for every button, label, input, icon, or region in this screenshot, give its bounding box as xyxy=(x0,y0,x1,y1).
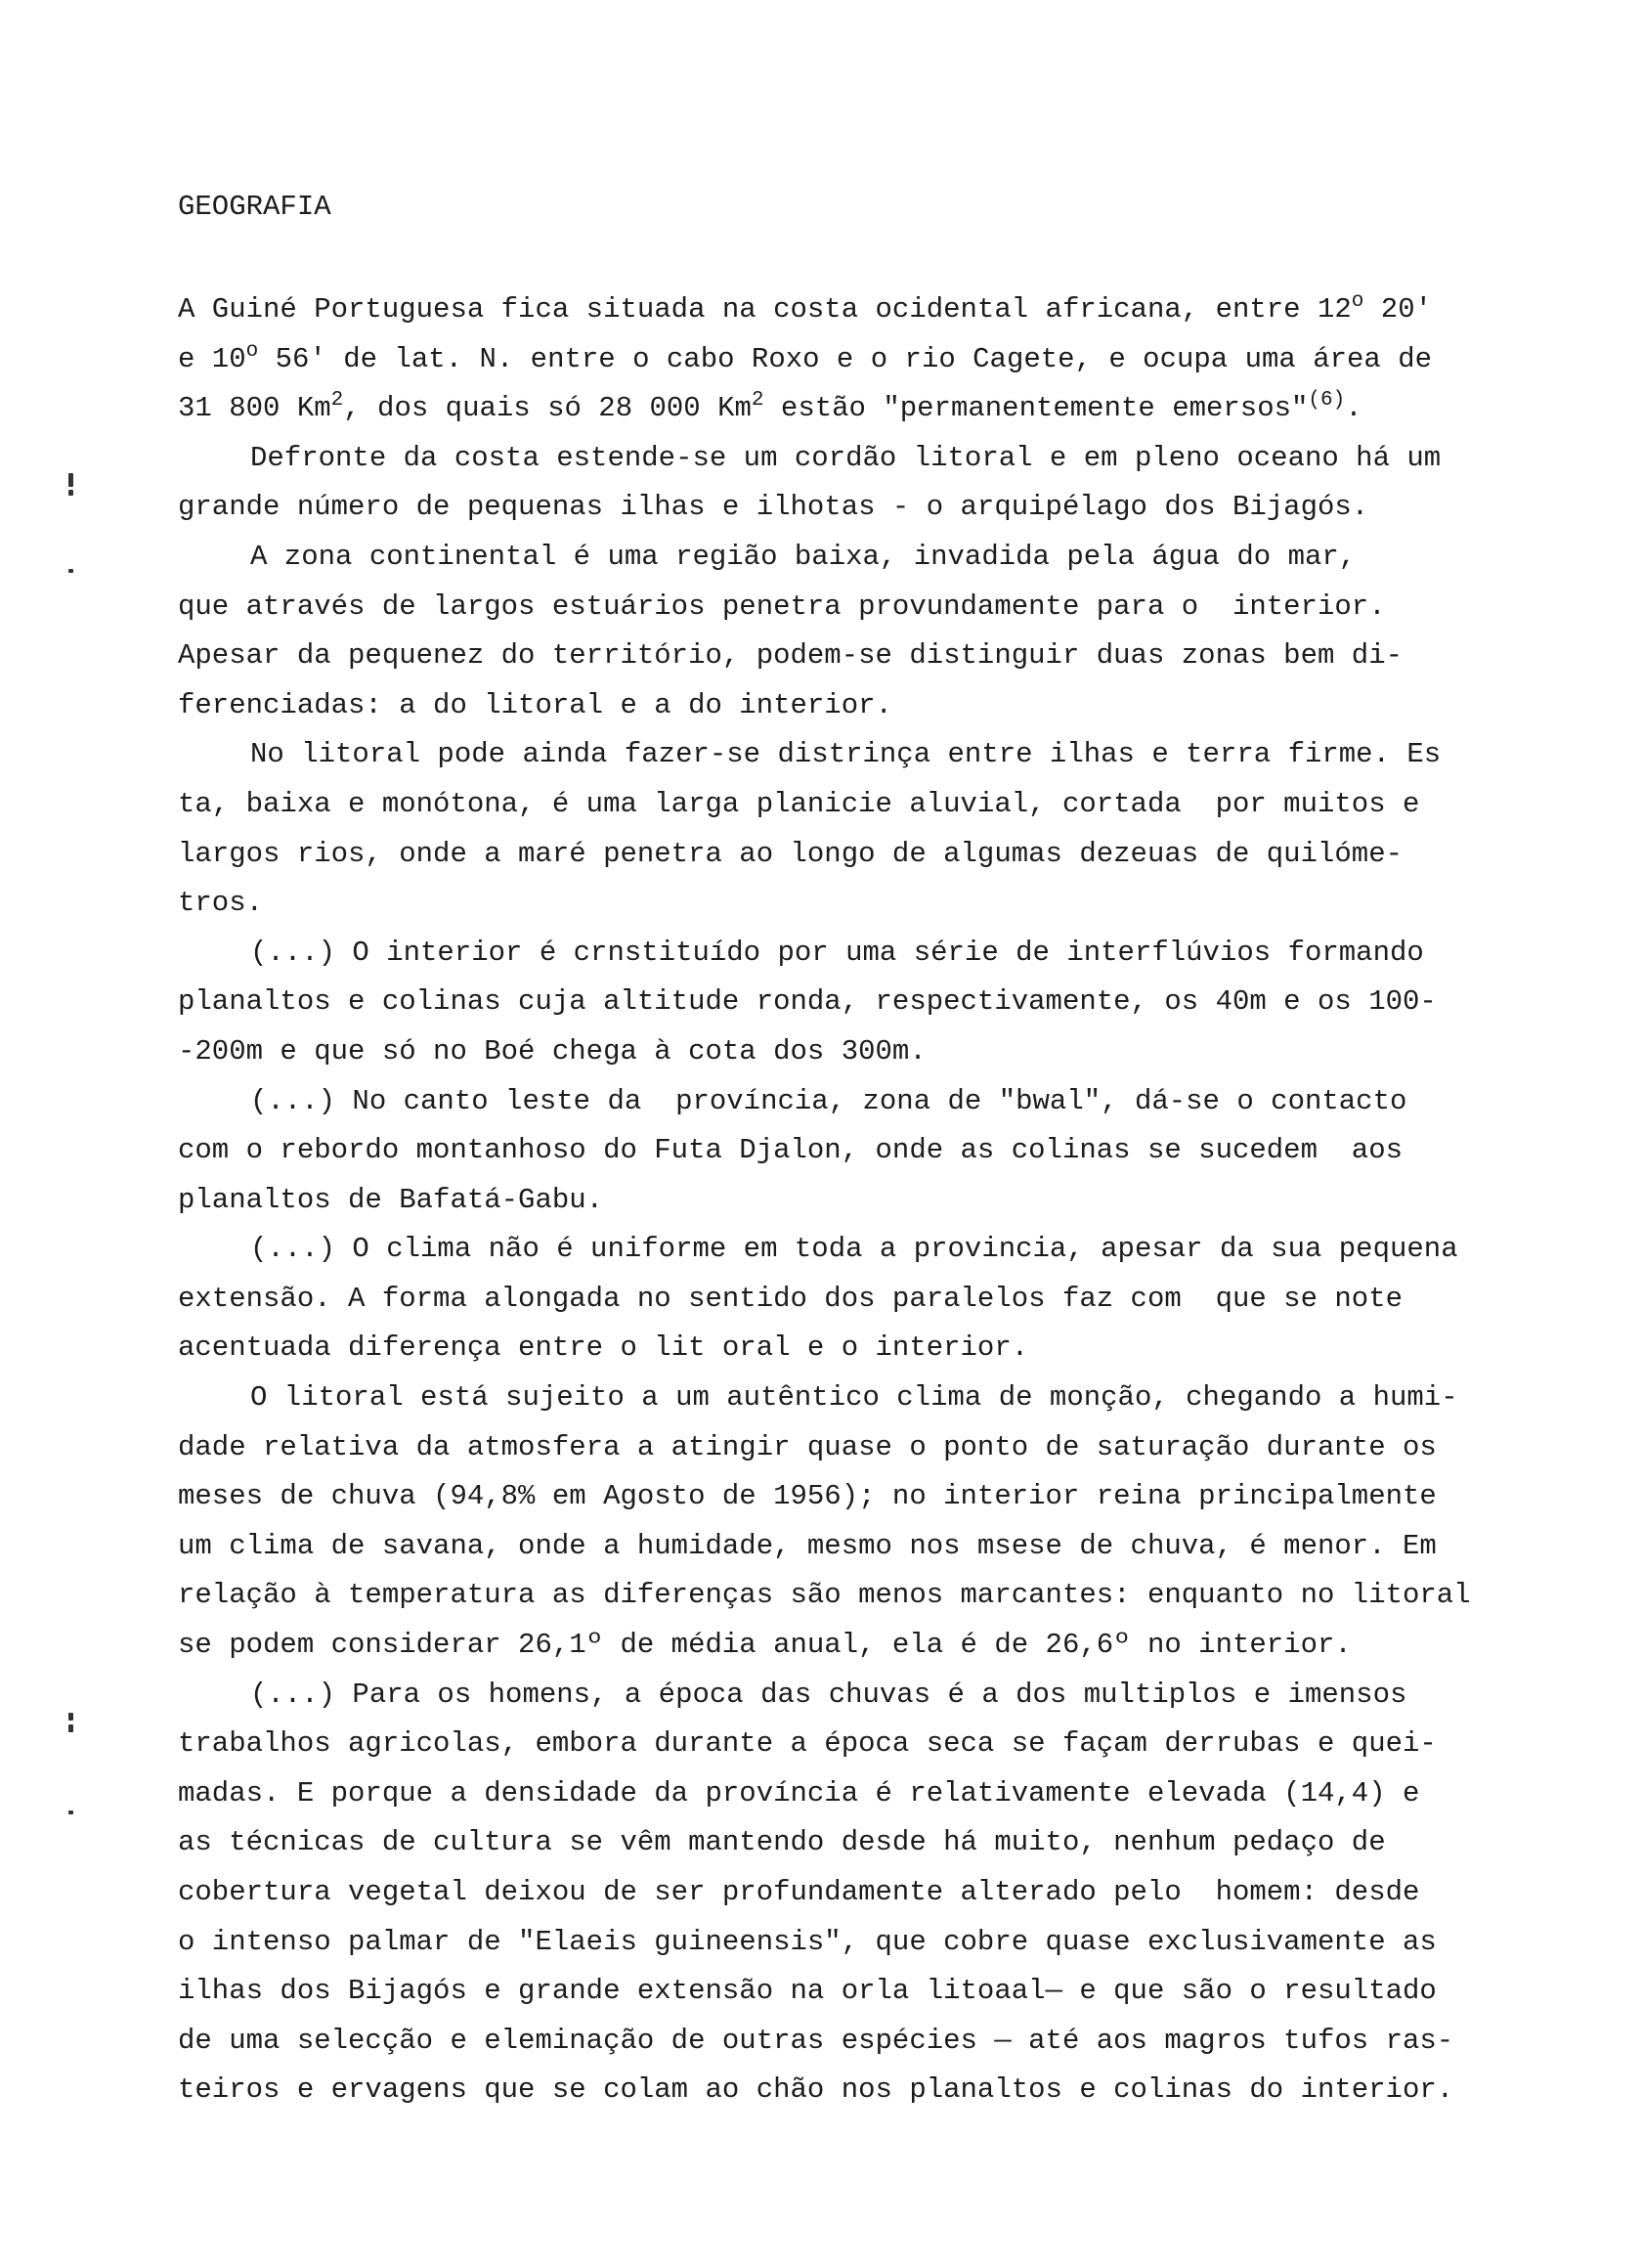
text-segment: estão "permanentemente emersos" xyxy=(763,392,1309,425)
text-segment: 31 800 Km xyxy=(178,392,331,425)
superscript: 2 xyxy=(330,389,344,413)
text-line xyxy=(178,1423,1546,1473)
text-segment: A Guiné Portuguesa fica situada na costa ocidental africana, entre 12 xyxy=(178,293,1352,326)
text-line xyxy=(178,830,1546,880)
margin-mark xyxy=(68,490,73,496)
margin-mark xyxy=(68,1724,73,1732)
text-line xyxy=(178,384,1546,434)
text-segment: 20' xyxy=(1363,293,1433,326)
text-segment: cobertura vegetal deixou de ser profundamente alterado pelo homem: desde xyxy=(178,1876,1420,1908)
paragraph xyxy=(178,434,1546,533)
text-segment: com o rebordo montanhoso do Futa Djalon, onde as colinas se sucedem aos xyxy=(178,1134,1404,1167)
text-segment: extensão. A forma alongada no sentido dos paralelos faz com que se note xyxy=(178,1282,1404,1315)
text-line xyxy=(178,335,1546,385)
text-line xyxy=(178,1225,1546,1275)
text-segment: A zona continental é uma região baixa, invadida pela água do mar, xyxy=(250,540,1357,573)
text-line xyxy=(178,2066,1546,2115)
text-segment: se podem considerar 26,1º de média anual, ela é de 26,6º no interior. xyxy=(178,1629,1352,1662)
paragraph xyxy=(178,929,1546,1077)
text-line xyxy=(178,1077,1546,1127)
text-segment: 56' de lat. N. entre o cabo Roxo e o rio Cagete, e ocupa uma área de xyxy=(258,342,1433,375)
paragraph xyxy=(178,533,1546,730)
text-line xyxy=(178,1967,1546,2017)
text-line xyxy=(178,632,1546,681)
text-line xyxy=(178,1918,1546,1968)
text-segment: dade relativa da atmosfera a atingir quase o ponto de saturação durante os xyxy=(178,1430,1437,1463)
text-line xyxy=(178,1472,1546,1522)
paragraph xyxy=(178,1077,1546,1226)
text-line xyxy=(178,1571,1546,1621)
text-segment: ferenciadas: a do litoral e a do interior. xyxy=(178,688,892,721)
text-segment: acentuada diferença entre o lit oral e o interior. xyxy=(178,1331,1029,1365)
text-line xyxy=(178,929,1546,979)
text-line xyxy=(178,879,1546,929)
text-line xyxy=(178,285,1546,335)
text-line xyxy=(178,1027,1546,1077)
text-line xyxy=(178,1324,1546,1374)
superscript: o xyxy=(1351,290,1364,313)
text-line xyxy=(178,1621,1546,1671)
superscript: (6) xyxy=(1308,389,1346,413)
text-segment: planaltos de Bafatá-Gabu. xyxy=(178,1183,604,1216)
text-segment: . xyxy=(1345,392,1362,425)
text-segment: (...) O interior é crnstituído por uma série de interflúvios formando xyxy=(250,936,1424,969)
page-title: GEOGRAFIA xyxy=(178,191,331,223)
text-segment: tros. xyxy=(178,887,264,920)
paragraph xyxy=(178,1374,1546,1671)
text-segment: teiros e ervagens que se colam ao chão nos planaltos e colinas do interior. xyxy=(178,2073,1454,2107)
text-line xyxy=(178,1275,1546,1325)
text-segment: (...) Para os homens, a época das chuvas é a dos multiplos e imensos xyxy=(250,1678,1407,1711)
text-segment: e 10 xyxy=(178,342,246,375)
text-segment: madas. E porque a densidade da província é relativamente elevada (14,4) e xyxy=(178,1776,1420,1810)
text-segment: ilhas dos Bijagós e grande extensão na orla litoaal— e que são o resultado xyxy=(178,1975,1437,2008)
text-segment: que através de largos estuários penetra provundamente para o interior. xyxy=(178,589,1386,623)
text-line xyxy=(178,1374,1546,1423)
paragraph xyxy=(178,730,1546,928)
text-line xyxy=(178,1720,1546,1769)
text-segment: , dos quais só 28 000 Km xyxy=(343,392,752,425)
text-segment: grande número de pequenas ilhas e ilhotas - o arquipélago dos Bijagós. xyxy=(178,491,1369,524)
paragraph xyxy=(178,285,1546,434)
text-segment: Defronte da costa estende-se um cordão litoral e em pleno oceano há um xyxy=(250,441,1442,474)
text-segment: ta, baixa e monótona, é uma larga planicie aluvial, cortada por muitos e xyxy=(178,787,1420,820)
superscript: o xyxy=(245,339,259,363)
text-segment: O litoral está sujeito a um autêntico clima de monção, chegando a humi- xyxy=(250,1381,1458,1415)
text-line xyxy=(178,1818,1546,1868)
text-line xyxy=(178,483,1546,533)
text-segment: planaltos e colinas cuja altitude ronda, respectivamente, os 40m e os 100- xyxy=(178,985,1437,1019)
margin-mark xyxy=(68,569,73,573)
text-line xyxy=(178,1176,1546,1226)
text-segment: -200m e que só no Boé chega à cota dos 300m. xyxy=(178,1034,927,1068)
margin-mark xyxy=(68,1713,73,1721)
text-line xyxy=(178,1671,1546,1721)
text-segment: (...) O clima não é uniforme em toda a provincia, apesar da sua pequena xyxy=(250,1233,1458,1266)
text-segment: Apesar da pequenez do território, podem-se distinguir duas zonas bem di- xyxy=(178,639,1404,673)
text-segment: largos rios, onde a maré penetra ao longo de algumas dezeuas de quilóme- xyxy=(178,837,1404,870)
text-line xyxy=(178,1126,1546,1176)
text-segment: um clima de savana, onde a humidade, mesmo nos msese de chuva, é menor. Em xyxy=(178,1529,1437,1562)
paragraph xyxy=(178,1225,1546,1374)
text-segment: trabalhos agricolas, embora durante a época seca se façam derrubas e quei- xyxy=(178,1727,1437,1761)
text-line xyxy=(178,1868,1546,1918)
text-line xyxy=(178,1522,1546,1572)
text-segment: (...) No canto leste da província, zona de "bwal", dá-se o contacto xyxy=(250,1084,1407,1117)
text-line xyxy=(178,978,1546,1027)
margin-mark xyxy=(68,1810,73,1814)
text-line xyxy=(178,2017,1546,2067)
text-line xyxy=(178,730,1546,780)
text-segment: No litoral pode ainda fazer-se distrinça entre ilhas e terra firme. Es xyxy=(250,738,1442,771)
text-segment: meses de chuva (94,8% em Agosto de 1956); no interior reina principalmente xyxy=(178,1480,1437,1513)
superscript: 2 xyxy=(751,389,764,413)
margin-mark xyxy=(68,473,73,487)
text-line xyxy=(178,533,1546,583)
paragraph xyxy=(178,1671,1546,2115)
text-segment: o intenso palmar de "Elaeis guineensis", que cobre quase exclusivamente as xyxy=(178,1925,1437,1958)
text-segment: as técnicas de cultura se vêm mantendo desde há muito, nenhum pedaço de xyxy=(178,1826,1386,1859)
text-segment: relação à temperatura as diferenças são menos marcantes: enquanto no litoral xyxy=(178,1579,1471,1612)
document-body xyxy=(178,285,1546,2115)
text-line xyxy=(178,1769,1546,1819)
text-line xyxy=(178,780,1546,830)
text-line xyxy=(178,434,1546,484)
text-line xyxy=(178,681,1546,731)
text-line xyxy=(178,583,1546,632)
text-segment: de uma selecção e eleminação de outras espécies — até aos magros tufos ras- xyxy=(178,2024,1454,2057)
